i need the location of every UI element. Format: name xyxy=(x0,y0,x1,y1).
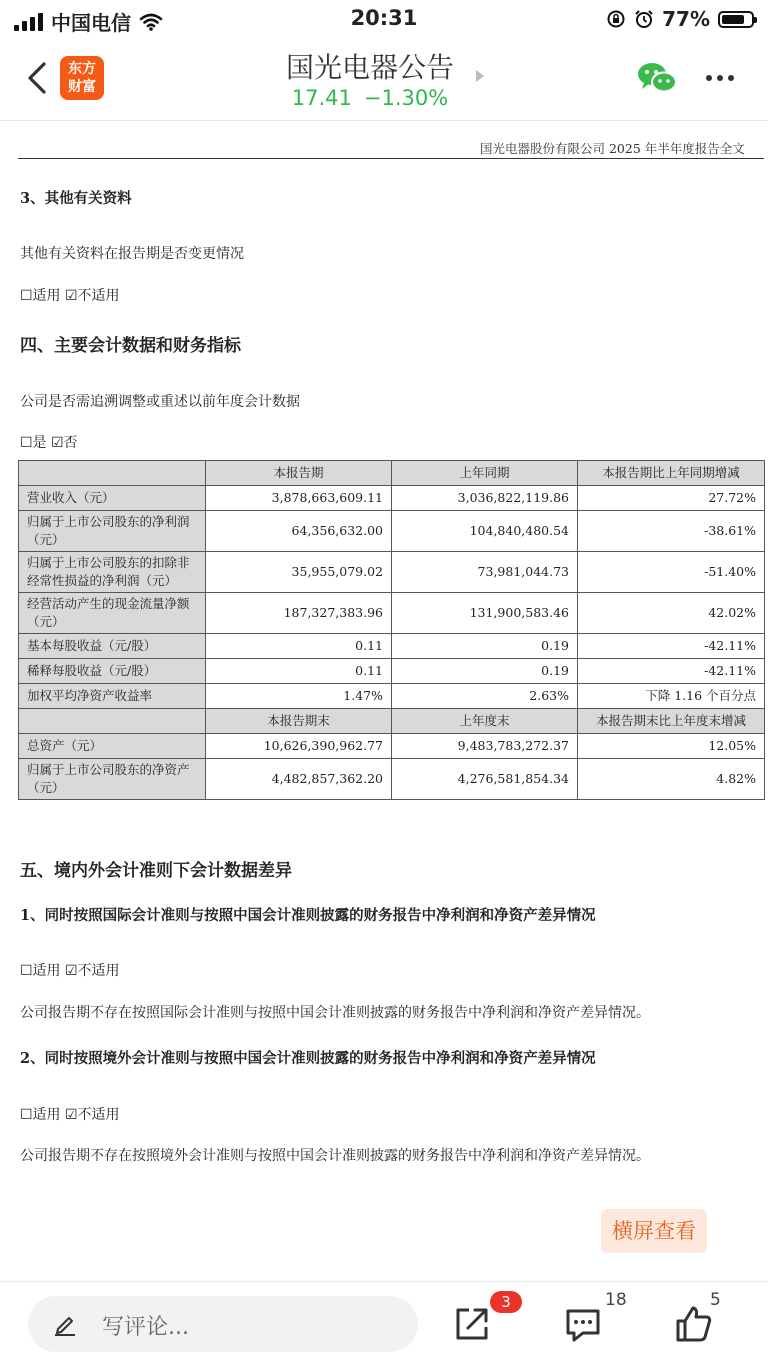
table-cell: 0.11 xyxy=(206,659,392,684)
comment-input[interactable] xyxy=(28,1296,418,1352)
table-row xyxy=(19,634,765,659)
section-3-heading: 3、其他有关资料 xyxy=(20,190,132,207)
table-cell: 3,878,663,609.11 xyxy=(206,486,392,511)
comments-button[interactable] xyxy=(563,1304,603,1344)
battery-icon xyxy=(718,11,754,28)
table-cell: 131,900,583.46 xyxy=(392,593,578,634)
table-header-cell: 上年度末 xyxy=(392,709,578,734)
status-bar xyxy=(0,0,768,40)
table-header-cell: 上年同期 xyxy=(392,461,578,486)
pen-icon xyxy=(52,1312,78,1336)
section-4-options: ☐是 ☑否 xyxy=(20,435,78,451)
table-cell: 64,356,632.00 xyxy=(206,511,392,552)
comment-placeholder: 写评论... xyxy=(102,1315,189,1340)
section-5-2-options: ☐适用 ☑不适用 xyxy=(20,1107,120,1123)
table-header-row xyxy=(19,709,765,734)
more-icon xyxy=(706,75,712,81)
table-cell: 27.72% xyxy=(578,486,765,511)
wechat-icon xyxy=(636,60,678,96)
table-cell: -42.11% xyxy=(578,659,765,684)
table-cell: -51.40% xyxy=(578,552,765,593)
section-3-question: 其他有关资料在报告期是否变更情况 xyxy=(20,246,244,262)
table-row-label: 经营活动产生的现金流量净额（元） xyxy=(19,593,206,634)
share-icon xyxy=(452,1304,492,1344)
table-cell: 4.82% xyxy=(578,759,765,800)
table-row xyxy=(19,759,765,800)
bottom-action-bar xyxy=(0,1281,768,1367)
table-cell: 10,626,390,962.77 xyxy=(206,734,392,759)
section-5-2-heading: 2、同时按照境外会计准则与按照中国会计准则披露的财务报告中净利润和净资产差异情况 xyxy=(20,1050,596,1067)
table-cell: 1.47% xyxy=(206,684,392,709)
table-cell: 35,955,079.02 xyxy=(206,552,392,593)
table-row xyxy=(19,659,765,684)
table-row-label: 归属于上市公司股东的净利润（元） xyxy=(19,511,206,552)
table-header-cell: 本报告期比上年同期增减 xyxy=(578,461,765,486)
table-cell: 0.19 xyxy=(392,634,578,659)
table-cell: -42.11% xyxy=(578,634,765,659)
table-header-cell: 本报告期末 xyxy=(206,709,392,734)
likes-count: 5 xyxy=(710,1290,721,1310)
rotation-lock-icon xyxy=(606,9,626,29)
table-cell: 3,036,822,119.86 xyxy=(392,486,578,511)
table-cell: 104,840,480.54 xyxy=(392,511,578,552)
table-header-cell: 本报告期 xyxy=(206,461,392,486)
table-header-cell: 本报告期末比上年度末增减 xyxy=(578,709,765,734)
section-5-1-options: ☐适用 ☑不适用 xyxy=(20,963,120,979)
carrier-name: 中国电信 xyxy=(51,11,131,35)
comments-count: 18 xyxy=(605,1290,627,1310)
document-viewer[interactable] xyxy=(0,121,768,1281)
document-running-header: 国光电器股份有限公司 2025 年半年度报告全文 xyxy=(480,141,745,156)
section-5-2-text: 公司报告期不存在按照境外会计准则与按照中国会计准则披露的财务报告中净利润和净资产差异情况。 xyxy=(20,1148,650,1164)
table-row-label: 加权平均净资产收益率 xyxy=(19,684,206,709)
table-cell: 下降 1.16 个百分点 xyxy=(578,684,765,709)
table-row xyxy=(19,734,765,759)
table-row-label: 稀释每股收益（元/股） xyxy=(19,659,206,684)
landscape-view-button[interactable]: 横屏查看 xyxy=(601,1209,707,1253)
table-cell: 42.02% xyxy=(578,593,765,634)
chevron-right-icon xyxy=(476,70,484,82)
table-row xyxy=(19,684,765,709)
section-5-1-heading: 1、同时按照国际会计准则与按照中国会计准则披露的财务报告中净利润和净资产差异情况 xyxy=(20,907,596,924)
table-cell: 9,483,783,272.37 xyxy=(392,734,578,759)
like-icon xyxy=(674,1304,714,1344)
section-4-heading: 四、主要会计数据和财务指标 xyxy=(20,336,241,356)
table-cell: 73,981,044.73 xyxy=(392,552,578,593)
financial-data-table xyxy=(18,460,765,800)
app-logo: 东方 财富 xyxy=(60,56,104,100)
stock-quote[interactable] xyxy=(0,86,740,110)
section-5-1-text: 公司报告期不存在按照国际会计准则与按照中国会计准则披露的财务报告中净利润和净资产差异情况。 xyxy=(20,1005,650,1021)
more-button[interactable] xyxy=(700,66,740,90)
page-title[interactable]: 国光电器公告 xyxy=(285,51,454,84)
section-4-question: 公司是否需追溯调整或重述以前年度会计数据 xyxy=(20,394,300,410)
table-cell: 187,327,383.96 xyxy=(206,593,392,634)
table-cell: 0.11 xyxy=(206,634,392,659)
table-row-label: 归属于上市公司股东的扣除非经常性损益的净利润（元） xyxy=(19,552,206,593)
table-cell: -38.61% xyxy=(578,511,765,552)
like-button[interactable] xyxy=(674,1304,714,1344)
table-row-label: 总资产（元） xyxy=(19,734,206,759)
battery-percent: 77% xyxy=(662,7,710,31)
table-row xyxy=(19,511,765,552)
table-row xyxy=(19,552,765,593)
table-row-label: 营业收入（元） xyxy=(19,486,206,511)
share-button[interactable] xyxy=(452,1304,492,1344)
table-header-cell xyxy=(19,709,206,734)
nav-header xyxy=(0,40,768,121)
table-cell: 4,482,857,362.20 xyxy=(206,759,392,800)
stock-price: 17.41 xyxy=(291,86,352,110)
section-3-options: ☐适用 ☑不适用 xyxy=(20,288,120,304)
table-row-label: 基本每股收益（元/股） xyxy=(19,634,206,659)
status-right xyxy=(606,7,754,31)
section-5-heading: 五、境内外会计准则下会计数据差异 xyxy=(20,861,292,881)
stock-change: −1.30% xyxy=(363,86,449,110)
table-cell: 4,276,581,854.34 xyxy=(392,759,578,800)
battery-fill xyxy=(722,15,744,24)
table-header-cell xyxy=(19,461,206,486)
table-cell: 12.05% xyxy=(578,734,765,759)
table-cell: 2.63% xyxy=(392,684,578,709)
table-cell: 0.19 xyxy=(392,659,578,684)
table-row xyxy=(19,593,765,634)
wechat-share-button[interactable] xyxy=(636,60,678,96)
more-icon-dot xyxy=(717,75,723,81)
comment-icon xyxy=(563,1304,603,1344)
alarm-icon xyxy=(634,9,654,29)
share-badge: 3 xyxy=(490,1291,522,1313)
table-row xyxy=(19,486,765,511)
status-time: 20:31 xyxy=(350,6,418,30)
table-row-label: 归属于上市公司股东的净资产（元） xyxy=(19,759,206,800)
header-divider xyxy=(18,158,764,159)
table-header-row xyxy=(19,461,765,486)
more-icon-dot xyxy=(728,75,734,81)
